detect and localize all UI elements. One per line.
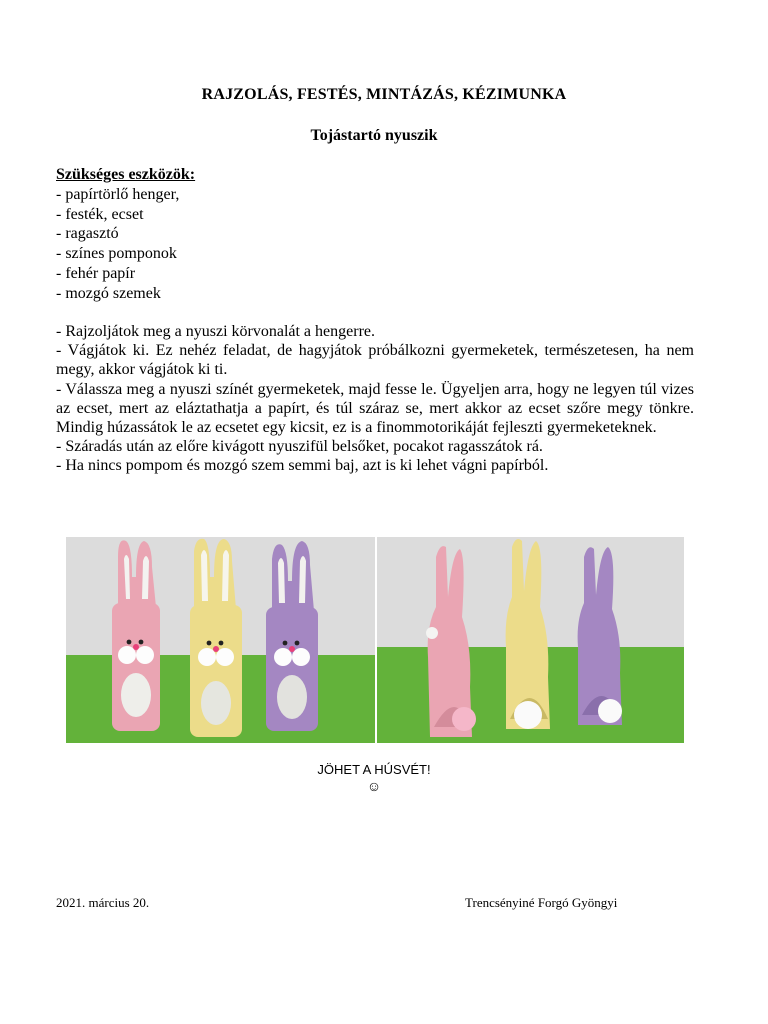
smiley-icon: ☺ [366, 778, 382, 794]
instruction-step: - Rajzoljátok meg a nyuszi körvonalát a hengerre. [56, 323, 375, 340]
list-item: - fehér papír [56, 264, 136, 282]
bunny-photos [66, 537, 684, 743]
bunny-photos-svg [66, 537, 684, 743]
page-title: RAJZOLÁS, FESTÉS, MINTÁZÁS, KÉZIMUNKA [201, 86, 567, 103]
list-item: - ragasztó [56, 225, 119, 243]
back-view-photo [377, 537, 684, 743]
instructions-section [56, 322, 694, 476]
instruction-step: - Vágjátok ki. Ez nehéz feladat, de hagyjátok próbálkozni gyermeketek, természetesen, ha nem megy, akkor vágjátok ki ti. [56, 342, 694, 379]
instruction-step: - Ha nincs pompom és mozgó szem semmi baj, azt is ki lehet vágni papírból. [56, 457, 549, 475]
tools-list [56, 185, 195, 304]
footer-date: 2021. március 20. [56, 895, 150, 910]
caption-text: JÖHET A HÚSVÉT! [317, 762, 431, 777]
tools-section [56, 165, 195, 304]
list-item: - festék, ecset [56, 205, 144, 223]
page-subtitle: Tojástartó nyuszik [310, 127, 438, 144]
instruction-step: - Válassza meg a nyuszi színét gyermeketek, majd fesse le. Ügyeljen arra, hogy ne legyen túl vizes az ecset, mert az eláztathatja a papírt, és túl száraz se, mert akkor az ecset szőre megy tönkre. Mindig húzassátok le az ecsetet egy kicsit, ez is a finommotorikáját fejleszti gyermeketeknek. [56, 380, 694, 437]
list-item: - mozgó szemek [56, 284, 161, 302]
front-view-photo [66, 537, 375, 743]
list-item: - színes pomponok [56, 245, 177, 263]
caption [0, 762, 748, 794]
instruction-step: - Száradás után az előre kivágott nyuszifül belsőket, pocakot ragasszátok rá. [56, 438, 543, 456]
list-item: - papírtörlő henger, [56, 185, 180, 203]
tools-heading: Szükséges eszközök: [56, 166, 196, 183]
footer-author: Trencsényiné Forgó Gyöngyi [465, 895, 618, 910]
